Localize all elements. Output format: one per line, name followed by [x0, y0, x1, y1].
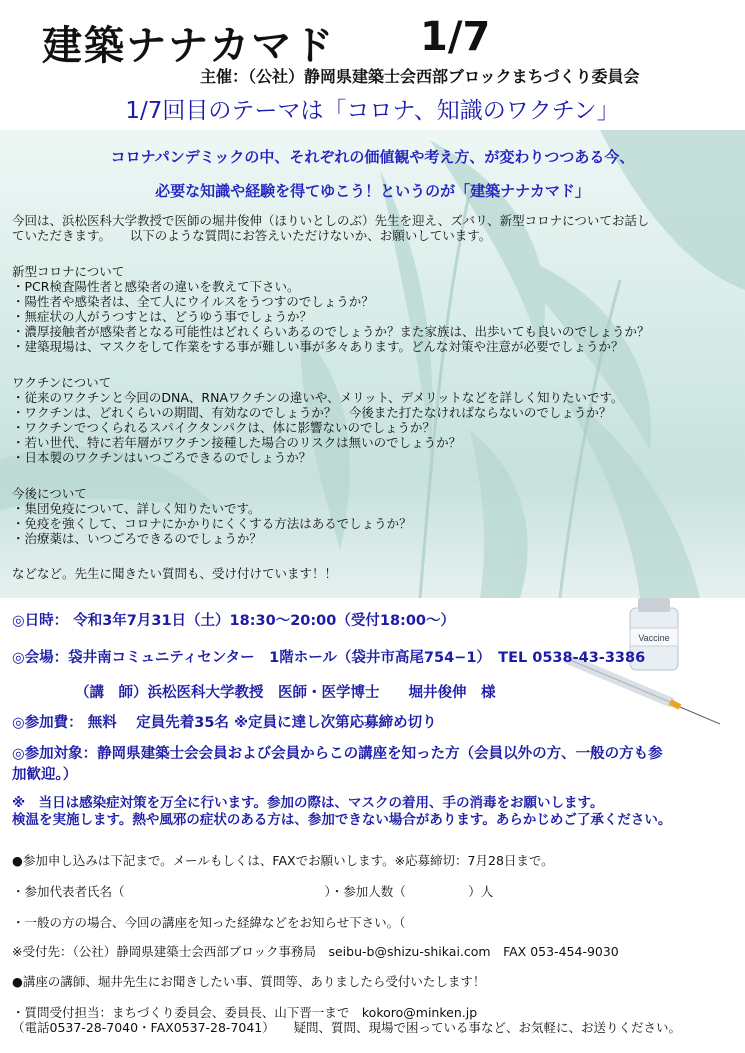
general-reason-field: ・一般の方の場合、今回の講座を知った経緯などをお知らせ下さい。（ — [12, 915, 406, 930]
intro-line-1: 今回は、浜松医科大学教授で医師の堀井俊伸（ほりいとしのぶ）先生を迎え、ズバリ、新型コロナについてお話し — [12, 213, 650, 228]
list-item: ・ワクチンは、どれくらいの期間、有効なのでしょうか？ 今後また打たなければならないのでしょうか？ — [12, 405, 612, 420]
section-heading: 今後について — [12, 486, 87, 501]
lead-line-1: コロナパンデミックの中、それぞれの価値観や考え方、が変わりつつある今、 — [110, 148, 635, 166]
reception-contact: ※受付先：（公社）静岡県建築士会西部ブロック事務局 seibu-b@shizu-shikai.com FAX 053-454-9030 — [12, 944, 619, 959]
section-heading: ワクチンについて — [12, 375, 112, 390]
list-item: ・集団免疫について、詳しく知りたいです。 — [12, 501, 261, 516]
event-target-line-2: 加歓迎。） — [12, 767, 78, 783]
contact-line-1: ・質問受付担当：まちづくり委員会、委員長、山下晋一まで kokoro@minken.jp — [12, 1005, 478, 1020]
questions-info: ●講座の講師、堀井先生にお聞きしたい事、質問等、ありましたら受付いたします！ — [12, 974, 486, 989]
list-item: ・治療薬は、いつごろできるのでしょうか？ — [12, 531, 262, 546]
theme-heading: 1/7回目のテーマは「コロナ、知識のワクチン」 — [125, 98, 620, 124]
event-number: 1/7 — [420, 14, 491, 60]
section-heading: 新型コロナについて — [12, 264, 125, 279]
event-date: ◎日時： 令和3年7月31日（土）18:30〜20:00（受付18:00〜） — [12, 613, 456, 629]
event-fee: ◎参加費： 無料 定員先着35名 ※定員に達し次第応募締め切り — [12, 715, 437, 731]
intro-line-2: ていただきます。 以下のような質問にお答えいただけないか、お願いしています。 — [12, 228, 492, 243]
list-item: ・濃厚接触者が感染者となる可能性はどれくらいあるのでしょうか？また家族は、出歩いても良いのでしょうか？ — [12, 324, 650, 339]
host-organization: 主催：（公社）静岡県建築士会西部ブロックまちづくり委員会 — [200, 67, 640, 86]
list-item: ・陽性者や感染者は、全て人にウイルスをうつすのでしょうか？ — [12, 294, 374, 309]
lead-line-2: 必要な知識や経験を得てゆこう！というのが「建築ナナカマド」 — [155, 182, 590, 200]
notice-line-2: 検温を実施します。熱や風邪の症状のある方は、参加できない場合があります。あらかじめご了承ください。 — [12, 812, 672, 828]
event-venue: ◎会場：袋井南コミュニティセンター 1階ホール（袋井市高尾754−1） TEL 0538-43-3386 — [12, 650, 646, 666]
event-title: 建築ナナカマド — [42, 23, 336, 69]
notice-line-1: ※ 当日は感染症対策を万全に行います。参加の際は、マスクの着用、手の消毒をお願いします。 — [12, 795, 604, 811]
list-item: ・無症状の人がうつすとは、どうゆう事でしょうか？ — [12, 309, 313, 324]
list-item: ・若い世代、特に若年層がワクチン接種した場合のリスクは無いのでしょうか？ — [12, 435, 462, 450]
list-item: ・ワクチンでつくられるスパイクタンパクは、体に影響ないのでしょうか？ — [12, 420, 436, 435]
vial-label: Vaccine — [638, 633, 670, 643]
event-target-line-1: ◎参加対象：静岡県建築士会会員および会員からこの講座を知った方（会員以外の方、一般の方も参 — [12, 746, 663, 762]
list-item: ・従来のワクチンと今回のDNA、RNAワクチンの違いや、メリット、デメリットなどを詳しく知りたいです。 — [12, 390, 624, 405]
event-lecturer: （講 師）浜松医科大学教授 医師・医学博士 堀井俊伸 様 — [75, 685, 496, 701]
representative-field: ・参加代表者氏名（ ）・参加人数（ ）人 — [12, 884, 494, 899]
closing-text: などなど。先生に聞きたい質問も、受け付けています！！ — [12, 566, 338, 581]
list-item: ・建築現場は、マスクをして作業をする事が難しい事が多々あります。どんな対策や注意が必要でしょうか？ — [12, 339, 624, 354]
list-item: ・PCR検査陽性者と感染者の違いを教えて下さい。 — [12, 279, 300, 294]
list-item: ・日本製のワクチンはいつごろできるのでしょうか？ — [12, 450, 312, 465]
contact-line-2: （電話0537-28-7040・FAX0537-28-7041） 疑問、質問、現場で困っている事など、お気軽に、お送りください。 — [12, 1020, 682, 1035]
apply-info: ●参加申し込みは下記まで。メールもしくは、FAXでお願いします。※応募締切：7月28日まで。 — [12, 853, 554, 868]
list-item: ・免疫を強くして、コロナにかかりにくくする方法はあるでしょうか？ — [12, 516, 412, 531]
